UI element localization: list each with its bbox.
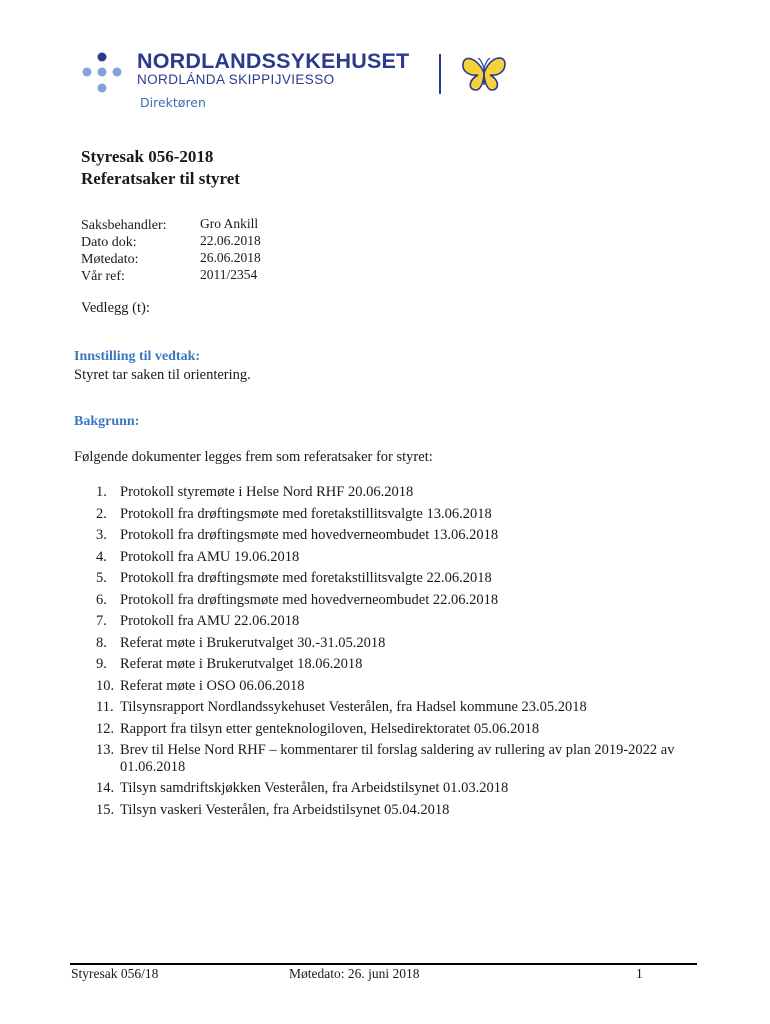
- document-list: [96, 484, 706, 823]
- recommendation-heading: Innstilling til vedtak:: [74, 349, 201, 364]
- list-item-number: 4.: [96, 548, 107, 565]
- meta-value-doc-date: 22.06.2018: [200, 233, 261, 248]
- list-item-text: Referat møte i Brukerutvalget 30.-31.05.2018: [120, 634, 386, 651]
- list-item-number: 7.: [96, 613, 107, 629]
- department-label: Direktøren: [140, 95, 206, 110]
- page-number: 1: [636, 966, 643, 981]
- list-item-number: 15.: [96, 801, 115, 818]
- list-item-number: 2.: [96, 505, 107, 522]
- list-item-text: Protokoll fra AMU 22.06.2018: [120, 613, 300, 629]
- list-item-text: Tilsyn vaskeri Vesterålen, fra Arbeidstilsynet 05.04.2018: [120, 801, 450, 818]
- list-item: [96, 484, 706, 501]
- list-item: [96, 506, 706, 523]
- list-item-text: Protokoll fra drøftingsmøte med foretakstillitsvalgte 22.06.2018: [120, 570, 492, 586]
- list-item-number: 14.: [96, 780, 115, 796]
- list-item-text: Protokoll fra drøftingsmøte med foretakstillitsvalgte 13.06.2018: [120, 505, 492, 522]
- list-item: [96, 802, 706, 819]
- case-number-title: Styresak 056-2018: [81, 147, 214, 166]
- meta-value-meeting-date: 26.06.2018: [200, 250, 261, 265]
- list-item-number: 6.: [96, 591, 107, 608]
- list-item: [96, 656, 706, 673]
- list-item-number: 13.: [96, 742, 115, 758]
- list-item-number: 8.: [96, 634, 107, 651]
- list-item-text: Protokoll fra drøftingsmøte med hovedverneombudet 13.06.2018: [120, 527, 499, 543]
- list-item: [96, 721, 706, 738]
- list-item-number: 5.: [96, 570, 107, 586]
- meta-value-handler: Gro Ankill: [200, 216, 259, 231]
- meta-value-reference: 2011/2354: [200, 267, 258, 282]
- list-item: [96, 527, 706, 544]
- case-subject-title: Referatsaker til styret: [81, 169, 240, 188]
- list-item-text: Protokoll fra AMU 19.06.2018: [120, 548, 300, 565]
- logo-dots-icon: [80, 52, 126, 96]
- org-name: NORDLANDSSYKEHUSET: [137, 49, 410, 73]
- list-item: [96, 678, 706, 695]
- meta-label-handler: Saksbehandler:: [81, 218, 167, 233]
- background-intro: Følgende dokumenter legges frem som referatsaker for styret:: [74, 449, 433, 465]
- list-item: [96, 592, 706, 609]
- list-item-number: 1.: [96, 484, 107, 500]
- list-item-text: Protokoll fra drøftingsmøte med hovedverneombudet 22.06.2018: [120, 591, 499, 608]
- footer-case-number: Styresak 056/18: [71, 966, 159, 981]
- footer-divider: [70, 963, 697, 965]
- list-item-number: 10.: [96, 677, 115, 694]
- list-item-number: 3.: [96, 527, 107, 543]
- attachments-label: Vedlegg (t):: [81, 300, 150, 316]
- butterfly-logo-icon: [460, 52, 508, 94]
- list-item: [96, 635, 706, 652]
- list-item: [96, 780, 706, 797]
- list-item-text: Rapport fra tilsyn etter genteknologiloven, Helsedirektoratet 05.06.2018: [120, 720, 540, 737]
- list-item: [96, 549, 706, 566]
- list-item: [96, 742, 706, 775]
- list-item-text: Referat møte i Brukerutvalget 18.06.2018: [120, 656, 363, 672]
- list-item: [96, 613, 706, 630]
- logo-divider: [439, 54, 441, 94]
- org-subtitle: NORDLÁNDA SKIPPIJVIESSO: [137, 72, 335, 87]
- background-heading: Bakgrunn:: [74, 414, 140, 429]
- meta-label-meeting-date: Møtedato:: [81, 252, 139, 267]
- recommendation-text: Styret tar saken til orientering.: [74, 367, 251, 383]
- list-item-text: Tilsyn samdriftskjøkken Vesterålen, fra Arbeidstilsynet 01.03.2018: [120, 780, 509, 796]
- list-item-text: Tilsynsrapport Nordlandssykehuset Vesterålen, fra Hadsel kommune 23.05.2018: [120, 699, 587, 715]
- list-item: [96, 570, 706, 587]
- list-item-number: 9.: [96, 656, 107, 672]
- meta-label-reference: Vår ref:: [81, 269, 125, 284]
- list-item: [96, 699, 706, 716]
- list-item-text: Protokoll styremøte i Helse Nord RHF 20.06.2018: [120, 484, 414, 500]
- list-item-number: 12.: [96, 720, 115, 737]
- list-item-text: Brev til Helse Nord RHF – kommentarer til forslag saldering av rullering av plan 2019-2022 av 01.06.2018: [120, 742, 675, 775]
- meta-label-doc-date: Dato dok:: [81, 235, 137, 250]
- list-item-number: 11.: [96, 699, 114, 715]
- footer-meeting-date: Møtedato: 26. juni 2018: [289, 966, 420, 981]
- list-item-text: Referat møte i OSO 06.06.2018: [120, 677, 305, 694]
